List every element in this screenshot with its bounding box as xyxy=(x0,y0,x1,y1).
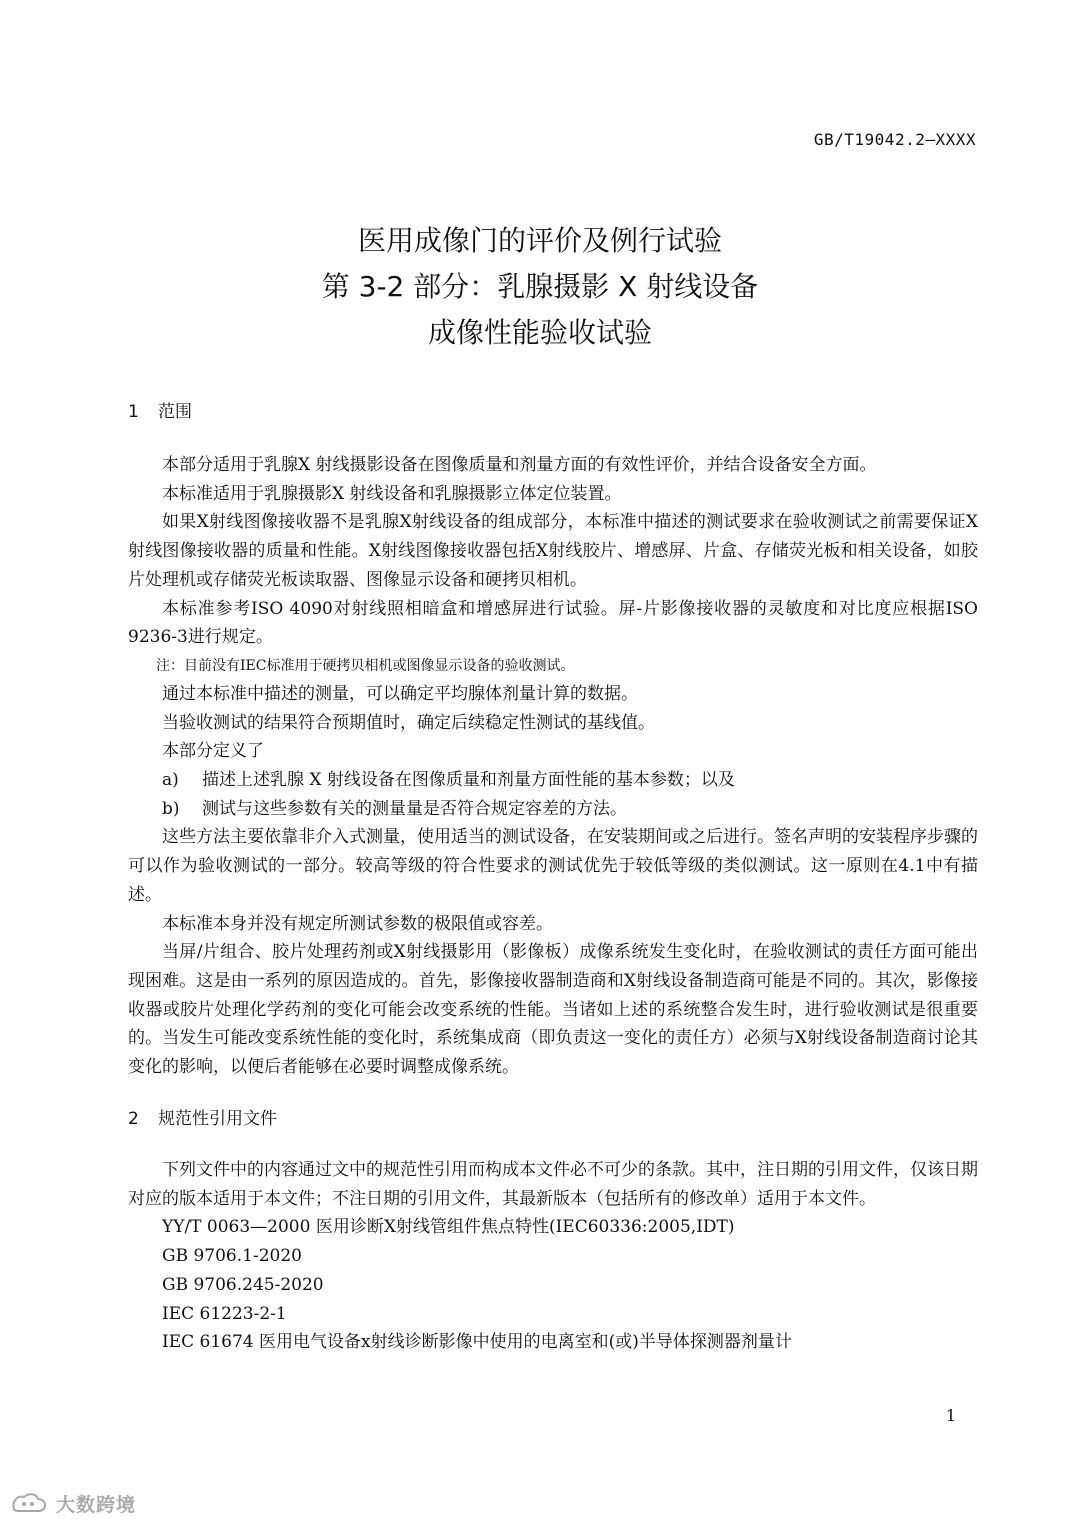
list-text: 测试与这些参数有关的测量量是否符合规定容差的方法。 xyxy=(202,798,627,819)
reference-item: GB 9706.1-2020 xyxy=(162,1246,302,1267)
watermark xyxy=(10,1490,136,1517)
paragraph: 当屏/片组合、胶片处理药剂或X射线摄影用（影像板）成像系统发生变化时，在验收测试的责任方面可能出现困难。这是由一系列的原因造成的。首先，影像接收器制造商和X射线设备制造商可能是不同的。其次，影像接收器或胶片处理化学药剂的变化可能会改变系统的性能。当诸如上述的系统整合发生时，进行验收测试是很重要的。当发生可能改变系统性能的变化时，系统集成商（即负责这一变化的责任方）必须与X射线设备制造商讨论其变化的影响，以便后者能够在必要时调整成像系统。 xyxy=(128,942,978,1078)
section-1-heading xyxy=(128,397,192,422)
list-item-b xyxy=(128,795,978,824)
reference-item: IEC 61223-2-1 xyxy=(162,1303,287,1324)
section-2-heading xyxy=(128,1104,277,1129)
paragraph: 本部分定义了 xyxy=(162,741,264,762)
watermark-logo-icon xyxy=(10,1491,50,1517)
title-line-1: 医用成像门的评价及例行试验 xyxy=(357,224,722,257)
title-line-3: 成像性能验收试验 xyxy=(427,316,652,349)
list-marker: b) xyxy=(162,798,180,819)
reference-item: GB 9706.245-2020 xyxy=(162,1274,324,1295)
list-text: 描述上述乳腺 X 射线设备在图像质量和剂量方面性能的基本参数；以及 xyxy=(202,770,735,791)
watermark-text: 大数跨境 xyxy=(56,1494,137,1516)
paragraph: 通过本标准中描述的测量，可以确定平均腺体剂量计算的数据。 xyxy=(162,683,638,704)
reference-item: IEC 61674 医用电气设备x射线诊断影像中使用的电离室和(或)半导体探测器剂量计 xyxy=(162,1332,792,1353)
section-2-body xyxy=(128,1156,978,1357)
paragraph: 下列文件中的内容通过文中的规范性引用而构成本文件必不可少的条款。其中，注日期的引用文件，仅该日期对应的版本适用于本文件；不注日期的引用文件，其最新版本（包括所有的修改单）适用于本文件。 xyxy=(128,1160,978,1209)
title-line-2: 第 3-2 部分：乳腺摄影 X 射线设备 xyxy=(321,270,759,303)
list-item-a xyxy=(128,766,978,795)
section-1-body xyxy=(128,451,978,1082)
section-2-title: 规范性引用文件 xyxy=(158,1109,277,1129)
note: 注：目前没有IEC标准用于硬拷贝相机或图像显示设备的验收测试。 xyxy=(156,657,575,674)
paragraph: 本标准适用于乳腺摄影X 射线设备和乳腺摄影立体定位装置。 xyxy=(162,483,622,504)
document-title xyxy=(0,218,1080,356)
section-2-number: 2 xyxy=(128,1109,139,1129)
paragraph: 这些方法主要依靠非介入式测量，使用适当的测试设备，在安装期间或之后进行。签名声明的安装程序步骤的可以作为验收测试的一部分。较高等级的符合性要求的测试优先于较低等级的类似测试。这一原则在4.1中有描述。 xyxy=(128,827,978,905)
paragraph: 如果X射线图像接收器不是乳腺X射线设备的组成部分，本标准中描述的测试要求在验收测试之前需要保证X射线图像接收器的质量和性能。X射线图像接收器包括X射线胶片、增感屏、片盒、存储荧光板和相关设备，如胶片处理机或存储荧光板读取器、图像显示设备和硬拷贝相机。 xyxy=(128,512,978,590)
paragraph: 本部分适用于乳腺X 射线摄影设备在图像质量和剂量方面的有效性评价，并结合设备安全方面。 xyxy=(162,455,877,475)
document-code: GB/T19042.2—XXXX xyxy=(813,130,976,149)
section-1-title: 范围 xyxy=(158,402,192,422)
reference-item: YY/T 0063—2000 医用诊断X射线管组件焦点特性(IEC60336:2005,IDT) xyxy=(162,1217,735,1238)
paragraph: 本标准参考ISO 4090对射线照相暗盒和增感屏进行试验。屏-片影像接收器的灵敏度和对比度应根据ISO 9236-3进行规定。 xyxy=(128,598,978,648)
section-1-number: 1 xyxy=(128,402,139,422)
list-marker: a) xyxy=(162,770,179,791)
paragraph: 当验收测试的结果符合预期值时，确定后续稳定性测试的基线值。 xyxy=(162,712,655,733)
paragraph: 本标准本身并没有规定所测试参数的极限值或容差。 xyxy=(162,913,553,934)
page-number: 1 xyxy=(945,1406,956,1425)
